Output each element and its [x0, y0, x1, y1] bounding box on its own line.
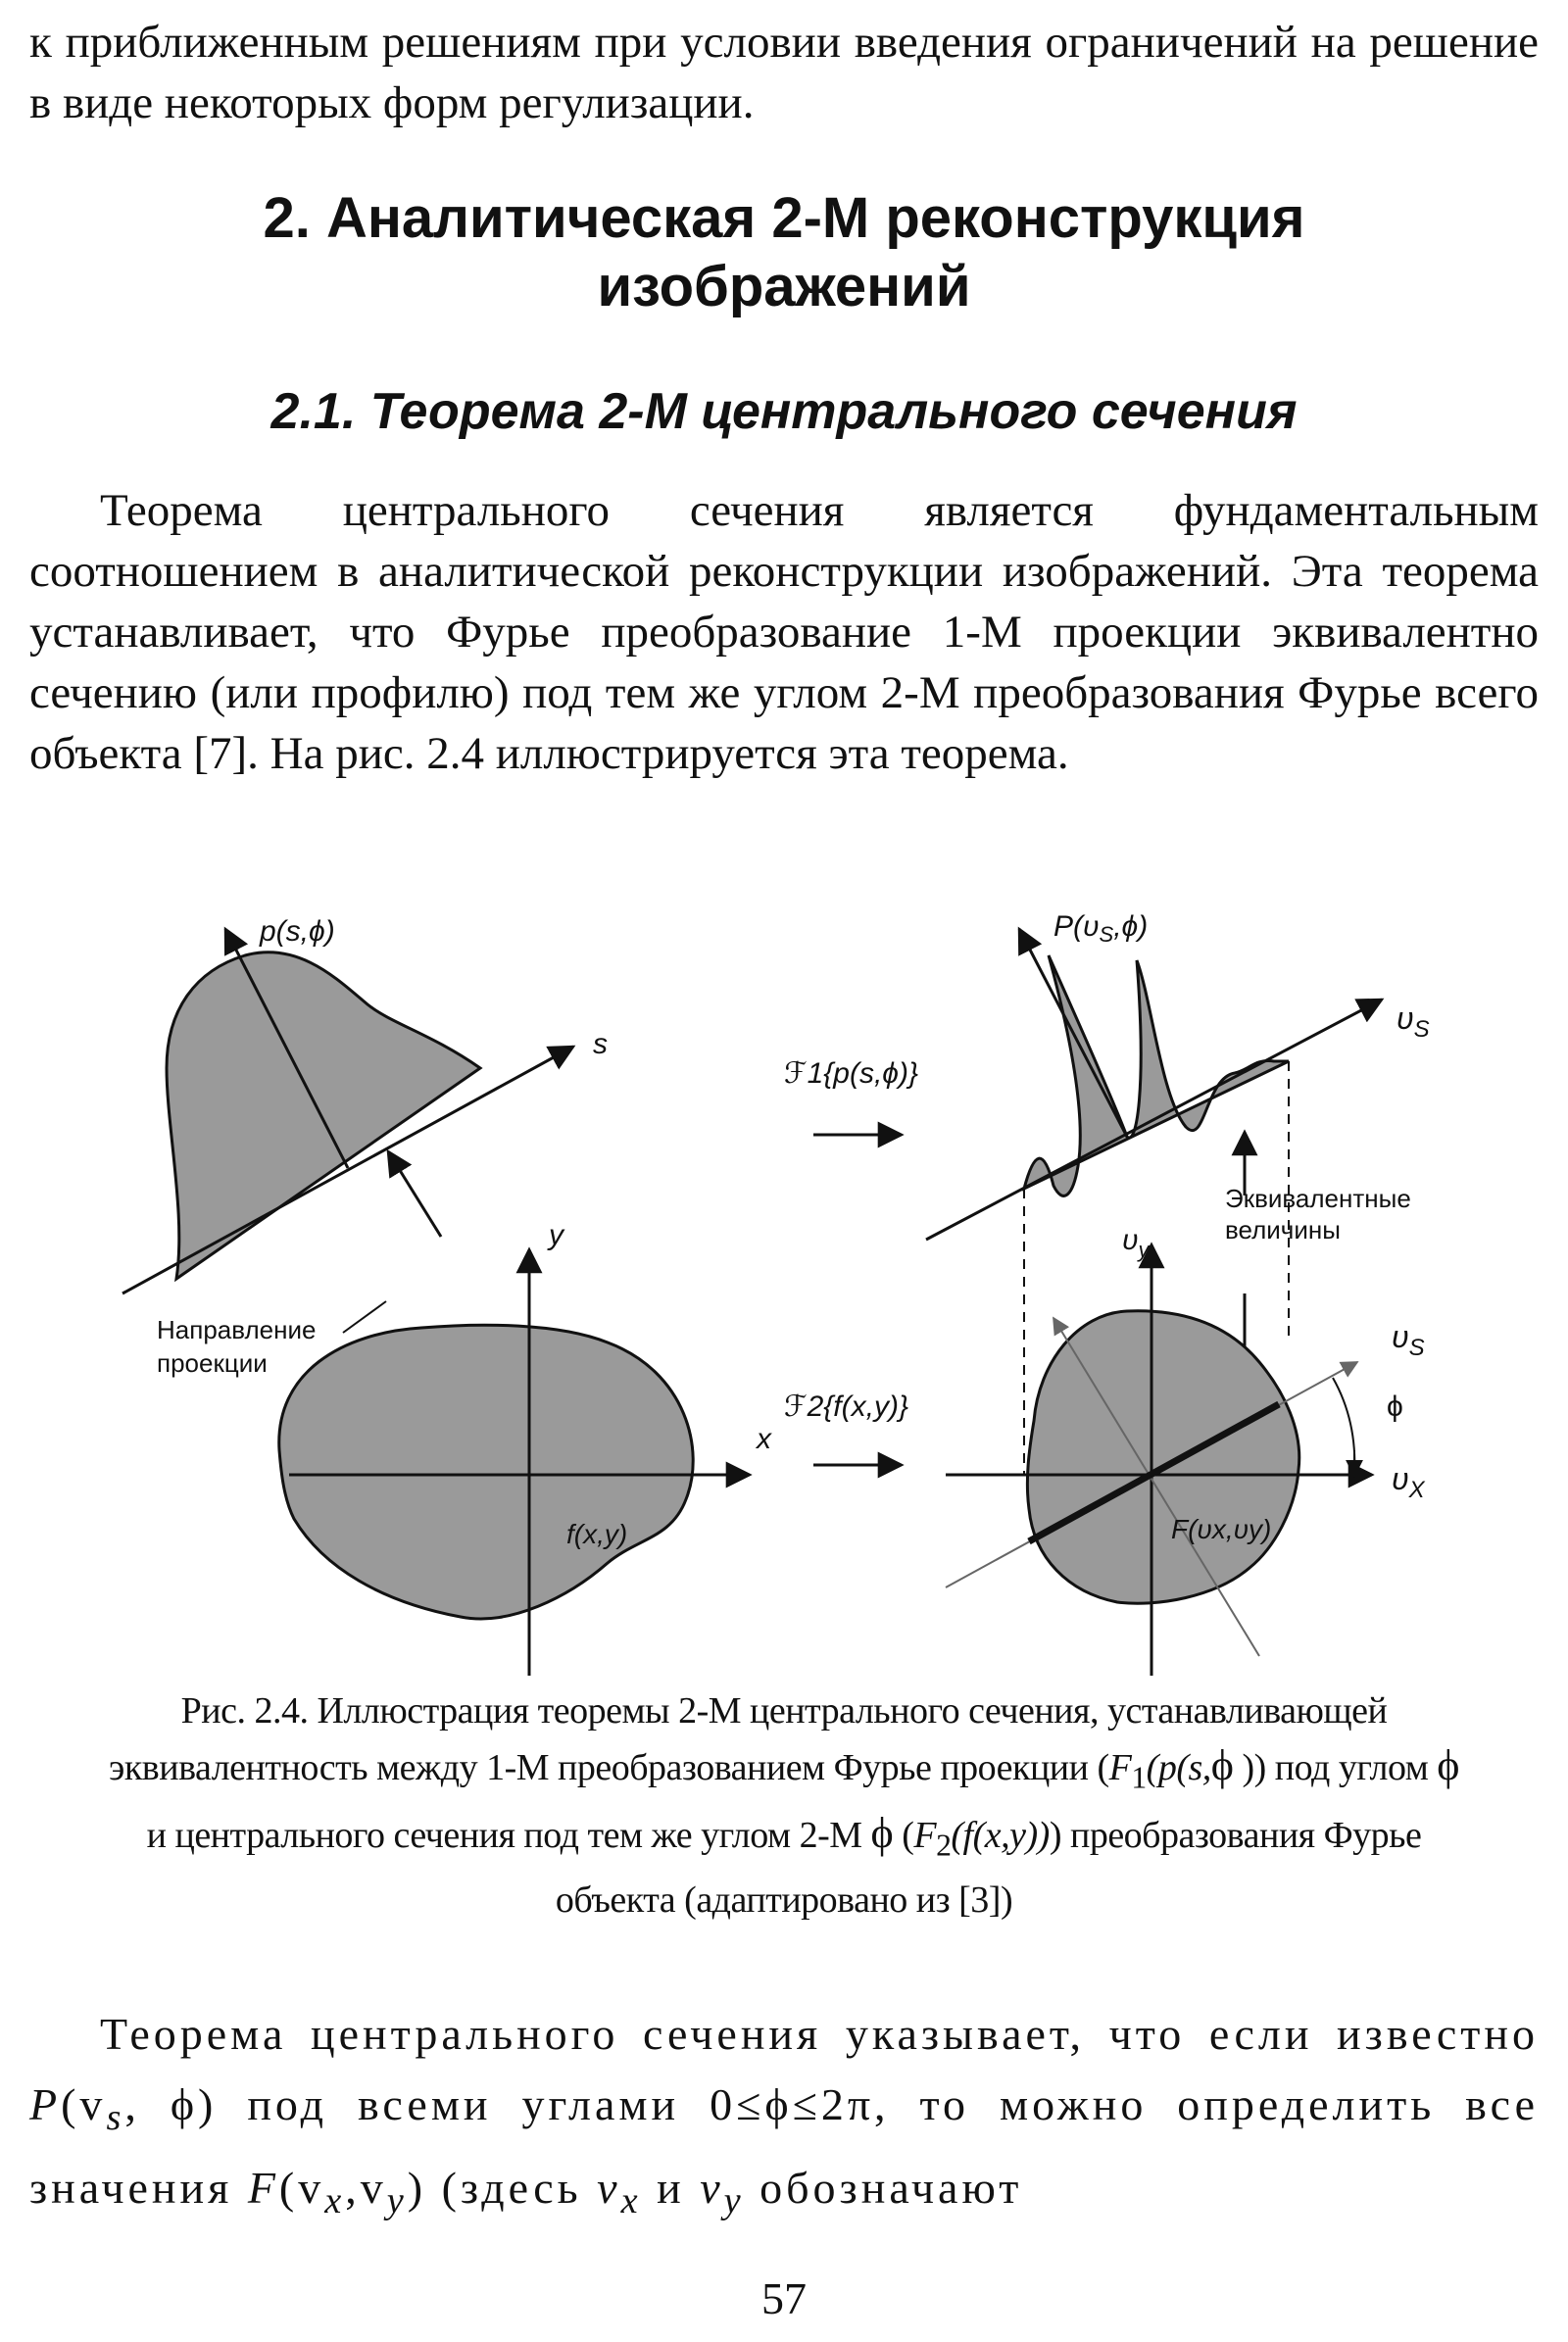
figure-caption: [98, 1683, 1470, 1927]
para2-vy: v: [700, 2163, 724, 2214]
para2-comma: ,v: [345, 2163, 387, 2214]
para2-s-sub: s: [106, 2097, 125, 2139]
label-F1: ℱ1{p(s,ϕ)}: [784, 1057, 918, 1090]
label-phi: ϕ: [1387, 1391, 1403, 1423]
label-fxy: f(x,y): [566, 1519, 628, 1549]
caption-phi-3: ϕ: [870, 1808, 894, 1857]
caption-F1-arg: (p(s,: [1146, 1747, 1211, 1788]
para2-text-3: (здесь: [426, 2163, 598, 2214]
caption-phi-1: ϕ: [1210, 1741, 1234, 1789]
label-vy: $\upsilon_y$: [1122, 1224, 1150, 1262]
figure-2-4: [98, 902, 1470, 1676]
caption-F2-sub: 2: [936, 1828, 952, 1863]
page-number: 57: [761, 2273, 807, 2323]
body-paragraph-2: [29, 1999, 1539, 2236]
label-vs-top: $\upsilon_S$: [1396, 1000, 1430, 1043]
para2-range: 0≤ϕ≤2π: [710, 2079, 875, 2129]
projection-direction-pointer: [343, 1301, 386, 1333]
label-equiv-1: Эквивалентные: [1225, 1184, 1411, 1213]
caption-F1-sub: 1: [1131, 1760, 1147, 1795]
subsection-title: 2.1. Теорема 2-М центрального сечения: [270, 383, 1298, 440]
section-title-line1: 2. Аналитическая 2-М реконструкция: [263, 186, 1305, 250]
label-x: x: [757, 1423, 771, 1455]
phi-angle-arc: [1333, 1378, 1354, 1475]
fourier-object-blob: [1027, 1311, 1298, 1603]
para2-vx: v: [597, 2163, 621, 2214]
para2-x-sub: x: [324, 2180, 346, 2222]
label-p: p(s,ϕ): [260, 915, 335, 948]
para2-P: P: [29, 2079, 62, 2129]
object-blob: [279, 1325, 693, 1619]
para2-vy-sub: y: [723, 2180, 745, 2222]
caption-F2: F: [913, 1814, 937, 1856]
label-vx: $\upsilon_X$: [1392, 1461, 1425, 1503]
para2-vx-sub: x: [620, 2180, 642, 2222]
caption-text-4: (: [893, 1814, 914, 1856]
para2-y-sub: y: [386, 2180, 408, 2222]
para2-text-4: обозначают: [744, 2163, 1023, 2214]
label-direction-2: проекции: [157, 1348, 268, 1378]
caption-text-3: и центрального сечения под тем же углом 2-М: [146, 1814, 871, 1856]
caption-F1: F: [1108, 1747, 1132, 1788]
label-F2: ℱ2{f(x,y)}: [784, 1391, 908, 1423]
label-vs-right: $\upsilon_S$: [1392, 1319, 1425, 1361]
para2-close: ): [407, 2163, 427, 2214]
para2-P-args: (v: [61, 2079, 107, 2129]
para2-and: и: [641, 2163, 701, 2214]
caption-text-1: Рис. 2.4. Иллюстрация теоремы 2-М центрального сечения, устанавливающей эквивалентность между 1-М преобразованием Фурье проекции (: [109, 1690, 1388, 1788]
label-y: y: [549, 1219, 564, 1251]
caption-F2-arg: (f(x,y)): [951, 1814, 1050, 1856]
label-Fvxvy: F(υx,υy): [1171, 1514, 1272, 1544]
para2-text-2: , то можно определить все значения: [29, 2079, 1540, 2214]
section-title: [0, 184, 1568, 321]
label-direction-1: Направление: [157, 1315, 317, 1344]
label-s: s: [593, 1028, 608, 1060]
caption-text-2: )) под углом: [1233, 1747, 1438, 1788]
projection-profile: [167, 952, 480, 1279]
para2-F: F: [247, 2163, 279, 2214]
fourier-profile: [1024, 955, 1289, 1195]
label-equiv-2: величины: [1225, 1215, 1341, 1244]
para2-phi: , ϕ) под всеми углами: [124, 2079, 710, 2129]
para2-F-args: (v: [278, 2163, 325, 2214]
caption-phi-2: ϕ: [1437, 1741, 1459, 1789]
body-paragraph-1: Теорема центрального сечения является фундаментальным соотношением в аналитической реконструкции изображений. Эта теорема устанавливает, что Фурье преобразование 1-М проекции эквивалентно сечению (или профилю) под тем же углом 2-М преобразования Фурье всего объекта [7]. На рис. 2.4 иллюстрируется эта теорема.: [29, 485, 1539, 779]
label-P: $P(\upsilon_S,\phi)$: [1054, 910, 1149, 947]
top-paragraph: к приближенным решениям при условии введения ограничений на решение в виде некоторых форм регулизации.: [29, 17, 1539, 128]
para2-text-1: Теорема центрального сечения указывает, что если известно: [100, 2009, 1539, 2059]
P-axis: [1019, 929, 1127, 1137]
projection-direction-arrow: [388, 1151, 441, 1237]
caption-text-5: ) преобразования Фурье объекта (адаптировано из [3]): [555, 1814, 1422, 1922]
section-title-line2: изображений: [597, 255, 971, 318]
